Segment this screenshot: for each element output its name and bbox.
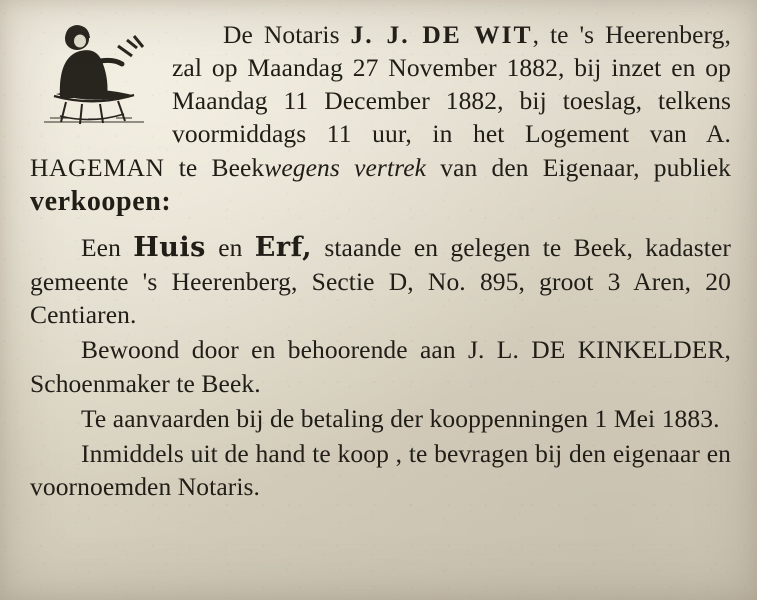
lead-text-2: , te 's Heerenberg, zal op Maandag 27 November 1882, bij inzet en op Maandag 11 <box>172 20 732 116</box>
notary-name: J. J. DE WIT <box>350 20 533 49</box>
paragraph-closing <box>30 437 731 503</box>
property-text-3: staande en gelegen te Beek, kadaster gemeente 's Heerenberg, Sectie D, No. 895, groot 3 Aren, 20 Centiaren. <box>30 233 732 330</box>
acceptance-text: Te aanvaarden bij de betaling der kooppenningen 1 Mei 1883. <box>81 403 720 433</box>
advertisement-text-block <box>30 18 731 503</box>
lead-text-3: December 1882, bij toeslag, telkens voormiddags 11 uur, in het Logement van A. <box>172 86 731 149</box>
lead-text-4: te Beek <box>164 152 265 182</box>
property-house-emphasis: Huis <box>133 232 206 264</box>
property-text-2: en <box>205 233 255 263</box>
lead-text-1: De Notaris <box>223 20 351 49</box>
paragraph-acceptance <box>30 402 731 435</box>
paragraph-occupant <box>30 333 731 399</box>
innkeeper-name: HAGEMAN <box>30 152 165 182</box>
lead-text-5: van den Eigenaar, publiek <box>426 152 731 182</box>
auctioneer-woodcut-icon <box>30 22 158 126</box>
lead-italic-phrase: wegens vertrek <box>264 152 427 182</box>
occupant-text: Bewoond door en behoorende aan J. L. DE KINKELDER, Schoenmaker te Beek. <box>30 335 731 398</box>
sale-verb-emphasis: verkoopen: <box>30 185 172 217</box>
paragraph-property <box>30 230 731 331</box>
property-text-1: Een <box>81 233 134 263</box>
closing-text: Inmiddels uit de hand te koop , te bevragen bij den eigenaar en voornoemden Notaris. <box>30 438 731 502</box>
property-yard-emphasis: Erf, <box>254 232 313 264</box>
